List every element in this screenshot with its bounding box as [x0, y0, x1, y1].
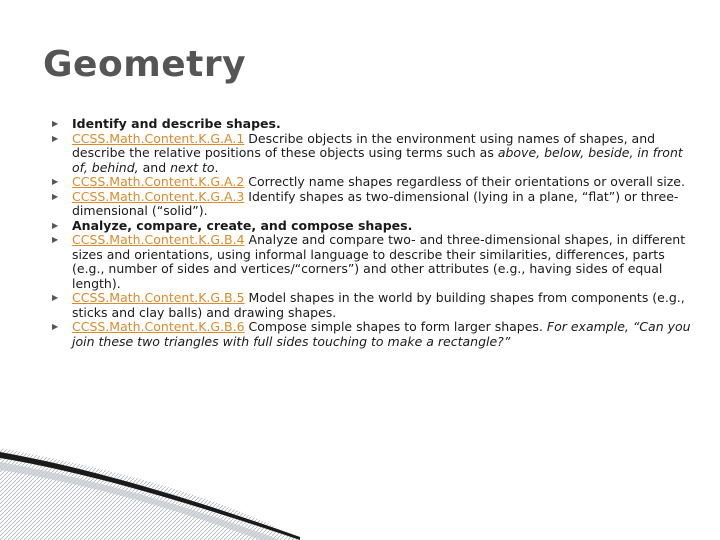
- standard-text: Correctly name shapes regardless of their orientations or overall size.: [244, 174, 685, 189]
- standard-text: Model shapes in the world by building shapes from components (e.g., sticks and clay balls) and drawing shapes.: [72, 290, 685, 320]
- standard-link[interactable]: CCSS.Math.Content.K.G.A.3: [72, 188, 245, 204]
- triangle-right-icon: ▶: [52, 322, 59, 331]
- standard-link[interactable]: CCSS.Math.Content.K.G.B.4: [72, 232, 245, 247]
- triangle-right-icon: ▶: [52, 119, 59, 128]
- standard-text: .: [214, 159, 219, 175]
- standard-text: and: [138, 159, 171, 175]
- standard-text-italic: For example, “Can you join these two triangles with full sides touching to make a rectangle?”: [72, 319, 691, 349]
- triangle-right-icon: ▶: [52, 293, 59, 302]
- standard-link[interactable]: CCSS.Math.Content.K.G.A.1: [72, 130, 245, 146]
- standard-link[interactable]: CCSS.Math.Content.K.G.B.6: [72, 319, 245, 334]
- standard-link[interactable]: CCSS.Math.Content.K.G.A.2: [72, 174, 245, 189]
- standard-text: Describe objects in the environment using names of shapes, and describe the relative positions of these objects using terms such as: [72, 130, 656, 160]
- standard-text-italic: above, below, beside, in front of, behind,: [72, 145, 683, 175]
- triangle-right-icon: ▶: [52, 191, 59, 201]
- standard-text: Analyze and compare two- and three-dimensional shapes, in different sizes and orientations, using informal language to describe their similarities, differences, parts (e.g., number of sides and vertices/“corners”) and other attributes (e.g., having sides of equal length).: [72, 232, 686, 291]
- triangle-right-icon: ▶: [52, 177, 59, 186]
- triangle-right-icon: ▶: [52, 220, 59, 230]
- triangle-right-icon: ▶: [52, 133, 59, 143]
- standard-text: Identify shapes as two-dimensional (lying in a plane, “flat”) or three-dimensional (“solid”).: [72, 188, 679, 218]
- standard-link[interactable]: CCSS.Math.Content.K.G.B.5: [72, 290, 245, 305]
- page-title: Geometry: [43, 44, 247, 85]
- triangle-right-icon: ▶: [52, 235, 59, 244]
- section-heading: Analyze, compare, create, and compose shapes.: [72, 217, 413, 233]
- section-heading: Identify and describe shapes.: [72, 116, 281, 131]
- standard-text: Compose simple shapes to form larger shapes.: [244, 319, 547, 334]
- standard-text-italic: next to: [170, 159, 215, 175]
